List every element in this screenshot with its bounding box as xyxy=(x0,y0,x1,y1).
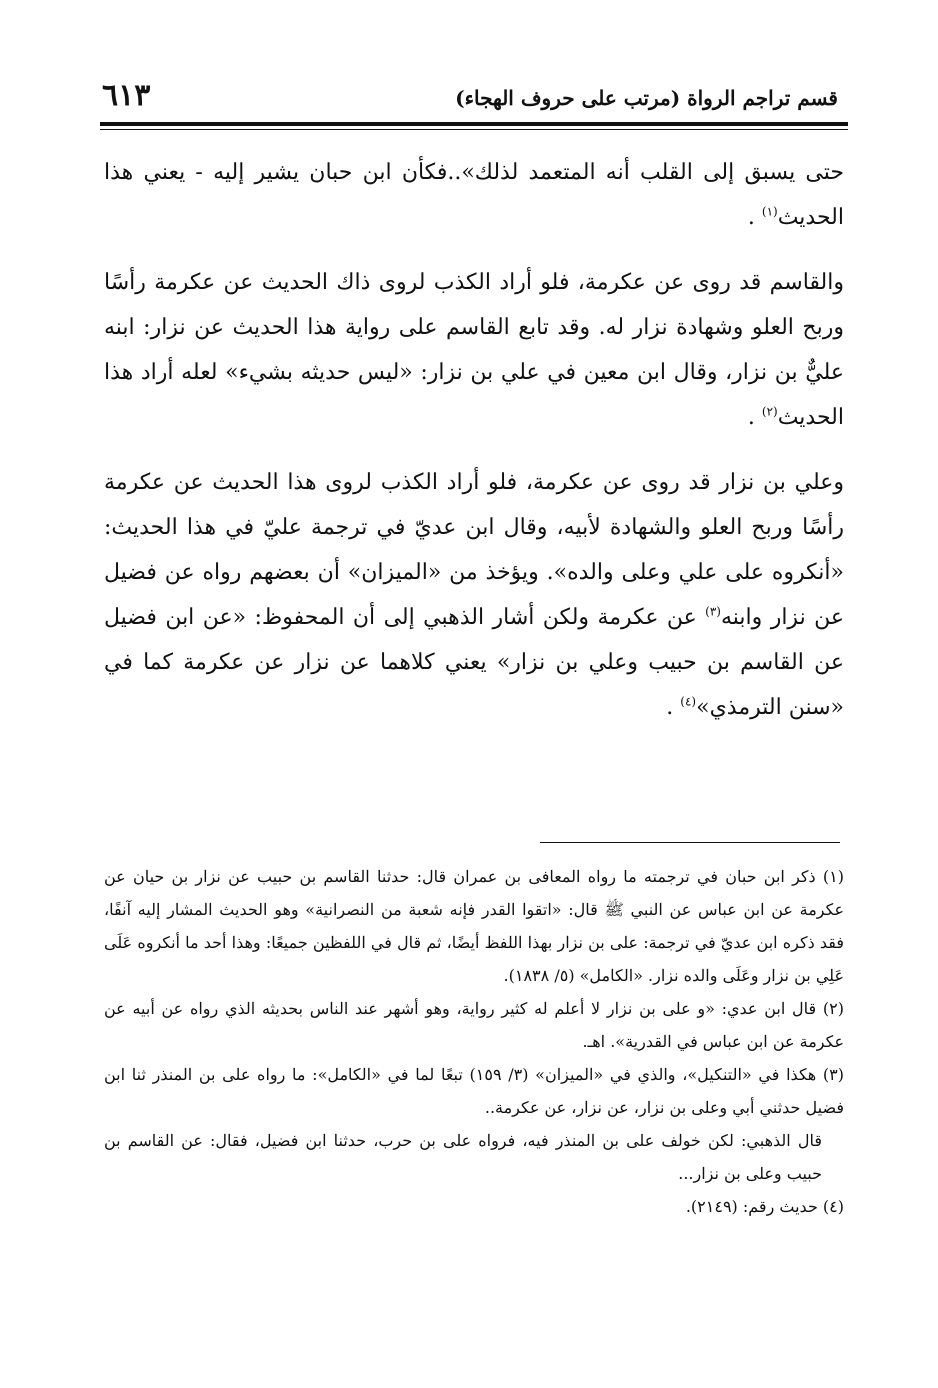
footnotes xyxy=(104,860,844,1223)
paragraph-3-end: . xyxy=(666,695,674,720)
paragraph-1 xyxy=(104,150,844,240)
footnote-2: (٢) قال ابن عدي: «و على بن نزار لا أعلم له كثير رواية، وهو أشهر عند الناس بحديثه الذي رواه عن أبيه عن عكرمة عن ابن عباس في القدرية». اهـ. xyxy=(104,999,845,1051)
page-header xyxy=(100,78,838,118)
paragraph-2-text: والقاسم قد روى عن عكرمة، فلو أراد الكذب لروى ذاك الحديث عن عكرمة رأسًا وربح العلو وشهادة نزار له. وقد تابع القاسم على رواية هذا الحديث عن نزار: ابنه عليٌّ بن نزار، وقال ابن معين في علي بن نزار: «ليس حديثه بشيء» لعله أراد هذا الحديث xyxy=(104,270,844,430)
page-number: ٦١٣ xyxy=(102,78,151,113)
main-text xyxy=(104,150,844,750)
paragraph-3-text-b: عن عكرمة ولكن أشار الذهبي إلى أن المحفوظ: «عن ابن فضيل عن القاسم بن حبيب وعلي بن نزار» يعني كلاهما عن نزار عن عكرمة كما في «سنن الترمذي» xyxy=(104,605,844,720)
paragraph-3-text-a: وعلي بن نزار قد روى عن عكرمة، فلو أراد الكذب لروى هذا الحديث عن عكرمة رأسًا وربح العلو والشهادة لأبيه، وقال ابن عديّ في ترجمة عليّ في هذا الحديث: «أنكروه على علي وعلى والده». ويؤخذ من «الميزان» أن بعضهم رواه عن فضيل عن نزار وابنه xyxy=(104,470,844,630)
footnote-separator xyxy=(540,842,840,843)
paragraph-2 xyxy=(104,260,844,440)
footnote-3-continued-text: قال الذهبي: لكن خولف على بن المنذر فيه، فرواه على بن حرب، حدثنا ابن فضيل، فقال: عن القاسم بن حبيب وعلى بن نزار... xyxy=(104,1131,822,1183)
paragraph-1-text: حتى يسبق إلى القلب أنه المتعمد لذلك»..فكأن ابن حبان يشير إليه - يعني هذا الحديث xyxy=(104,160,844,230)
footnote-ref-2: (٢) xyxy=(761,404,778,419)
footnote-3: (٣) هكذا في «التنكيل»، والذي في «الميزان» (٣/ ١٥٩) تبعًا لما في «الكامل»: ما رواه على بن المنذر ثنا ابن فضيل حدثني أبي وعلى بن نزار، عن نزار، عن عكرمة.. xyxy=(104,1065,845,1117)
header-rule-thick xyxy=(100,122,848,126)
paragraph-3 xyxy=(104,460,844,730)
footnote-1: (١) ذكر ابن حبان في ترجمته ما رواه المعافى بن عمران قال: حدثنا القاسم بن حبيب عن نزار بن حيان عن عكرمة عن ابن عباس عن النبي ﷺ قال: «اتقوا القدر فإنه شعبة من النصرانية» وهو الحديث المشار إليه آنفًا، فقد ذكره ابن عديّ في ترجمة: على بن نزار بهذا اللفظ أيضًا، ثم قال في اللفظين جميعًا: وهذا أحد ما أنكروه عَلَى عَلِي بن نزار وعَلَى والده نزار. «الكامل» (٥/ ١٨٣٨). xyxy=(104,867,844,985)
paragraph-1-end: . xyxy=(747,205,755,230)
header-rule-thin xyxy=(100,129,848,130)
paragraph-2-end: . xyxy=(747,405,755,430)
running-head: قسم تراجم الرواة (مرتب على حروف الهجاء) xyxy=(455,86,838,110)
footnote-ref-4: (٤) xyxy=(680,694,697,709)
footnote-4: (٤) حديث رقم: (٢١٤٩). xyxy=(685,1197,844,1216)
footnote-ref-3: (٣) xyxy=(705,604,721,619)
footnote-3-continued xyxy=(104,1124,844,1190)
footnote-ref-1: (١) xyxy=(761,204,778,219)
